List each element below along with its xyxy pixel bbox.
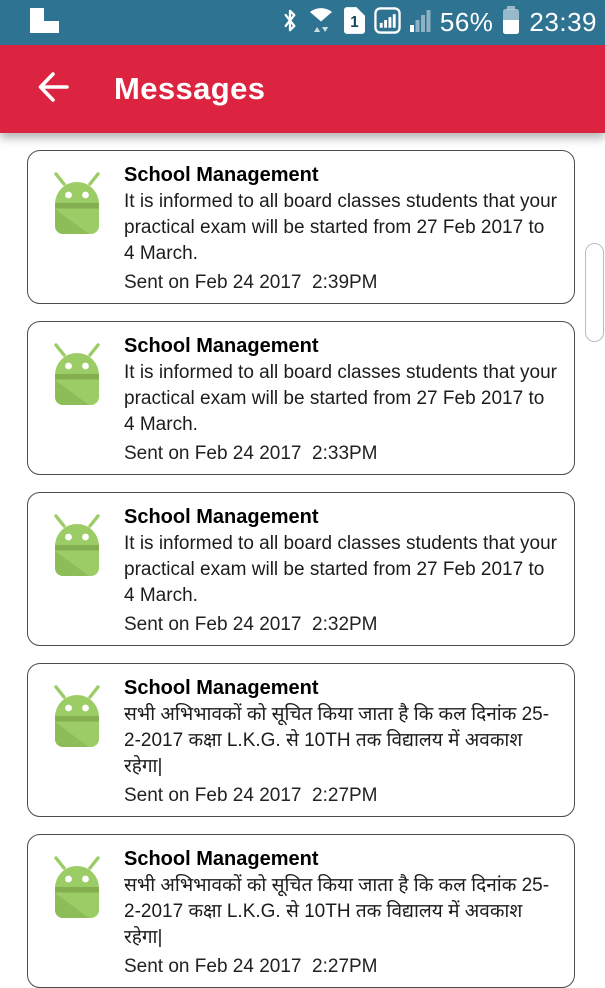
message-content: [124, 845, 560, 979]
sim-slot-number: 1: [350, 13, 359, 31]
message-timestamp: Sent on Feb 24 2017 2:32PM: [124, 614, 378, 635]
status-bar: [0, 0, 605, 45]
message-body: सभी अभिभावकों को सूचित किया जाता है कि कल दिनांक 25-2-2017 कक्षा L.K.G. से 10TH तक विद्यालय में अवकाश रहेगा|: [124, 875, 550, 948]
message-card[interactable]: [27, 834, 575, 988]
battery-icon: [502, 6, 520, 40]
message-timestamp: Sent on Feb 24 2017 2:27PM: [124, 956, 378, 977]
message-timestamp: Sent on Feb 24 2017 2:27PM: [124, 785, 378, 806]
message-content: [124, 161, 560, 295]
clock: 23:39: [529, 7, 597, 37]
message-sender: School Management: [124, 677, 319, 699]
message-list: [0, 133, 605, 988]
status-bar-indicators: [282, 6, 597, 40]
back-arrow-icon: [36, 70, 70, 109]
sim-card-icon: [344, 7, 365, 39]
back-button[interactable]: [32, 68, 74, 110]
page-title: Messages: [114, 71, 266, 106]
message-timestamp: Sent on Feb 24 2017 2:33PM: [124, 443, 378, 464]
message-content: [124, 332, 560, 466]
message-timestamp: Sent on Feb 24 2017 2:39PM: [124, 272, 378, 293]
message-content: [124, 674, 560, 808]
message-sender: School Management: [124, 506, 319, 528]
message-sender: School Management: [124, 848, 319, 870]
scrollbar-thumb[interactable]: [585, 243, 604, 342]
message-sender: School Management: [124, 164, 319, 186]
message-card[interactable]: [27, 150, 575, 304]
message-sender: School Management: [124, 335, 319, 357]
app-bar: [0, 45, 605, 133]
android-robot-icon: [43, 854, 111, 922]
message-content: [124, 503, 560, 637]
mobile-signal-icon: [374, 7, 401, 39]
message-body: It is informed to all board classes students that your practical exam will be started from 27 Feb 2017 to 4 March.: [124, 191, 557, 264]
message-card[interactable]: [27, 663, 575, 817]
network-signal-icon: [410, 9, 431, 37]
message-body: It is informed to all board classes students that your practical exam will be started from 27 Feb 2017 to 4 March.: [124, 533, 557, 606]
android-robot-icon: [43, 512, 111, 580]
message-card[interactable]: [27, 492, 575, 646]
android-robot-icon: [43, 170, 111, 238]
flipboard-icon: [30, 7, 60, 39]
wifi-icon: [307, 7, 335, 39]
android-robot-icon: [43, 341, 111, 409]
message-body: सभी अभिभावकों को सूचित किया जाता है कि कल दिनांक 25-2-2017 कक्षा L.K.G. से 10TH तक विद्यालय में अवकाश रहेगा|: [124, 704, 550, 777]
message-card[interactable]: [27, 321, 575, 475]
bluetooth-icon: [282, 8, 298, 38]
battery-percentage: 56%: [439, 7, 494, 37]
message-body: It is informed to all board classes students that your practical exam will be started from 27 Feb 2017 to 4 March.: [124, 362, 557, 435]
android-robot-icon: [43, 683, 111, 751]
